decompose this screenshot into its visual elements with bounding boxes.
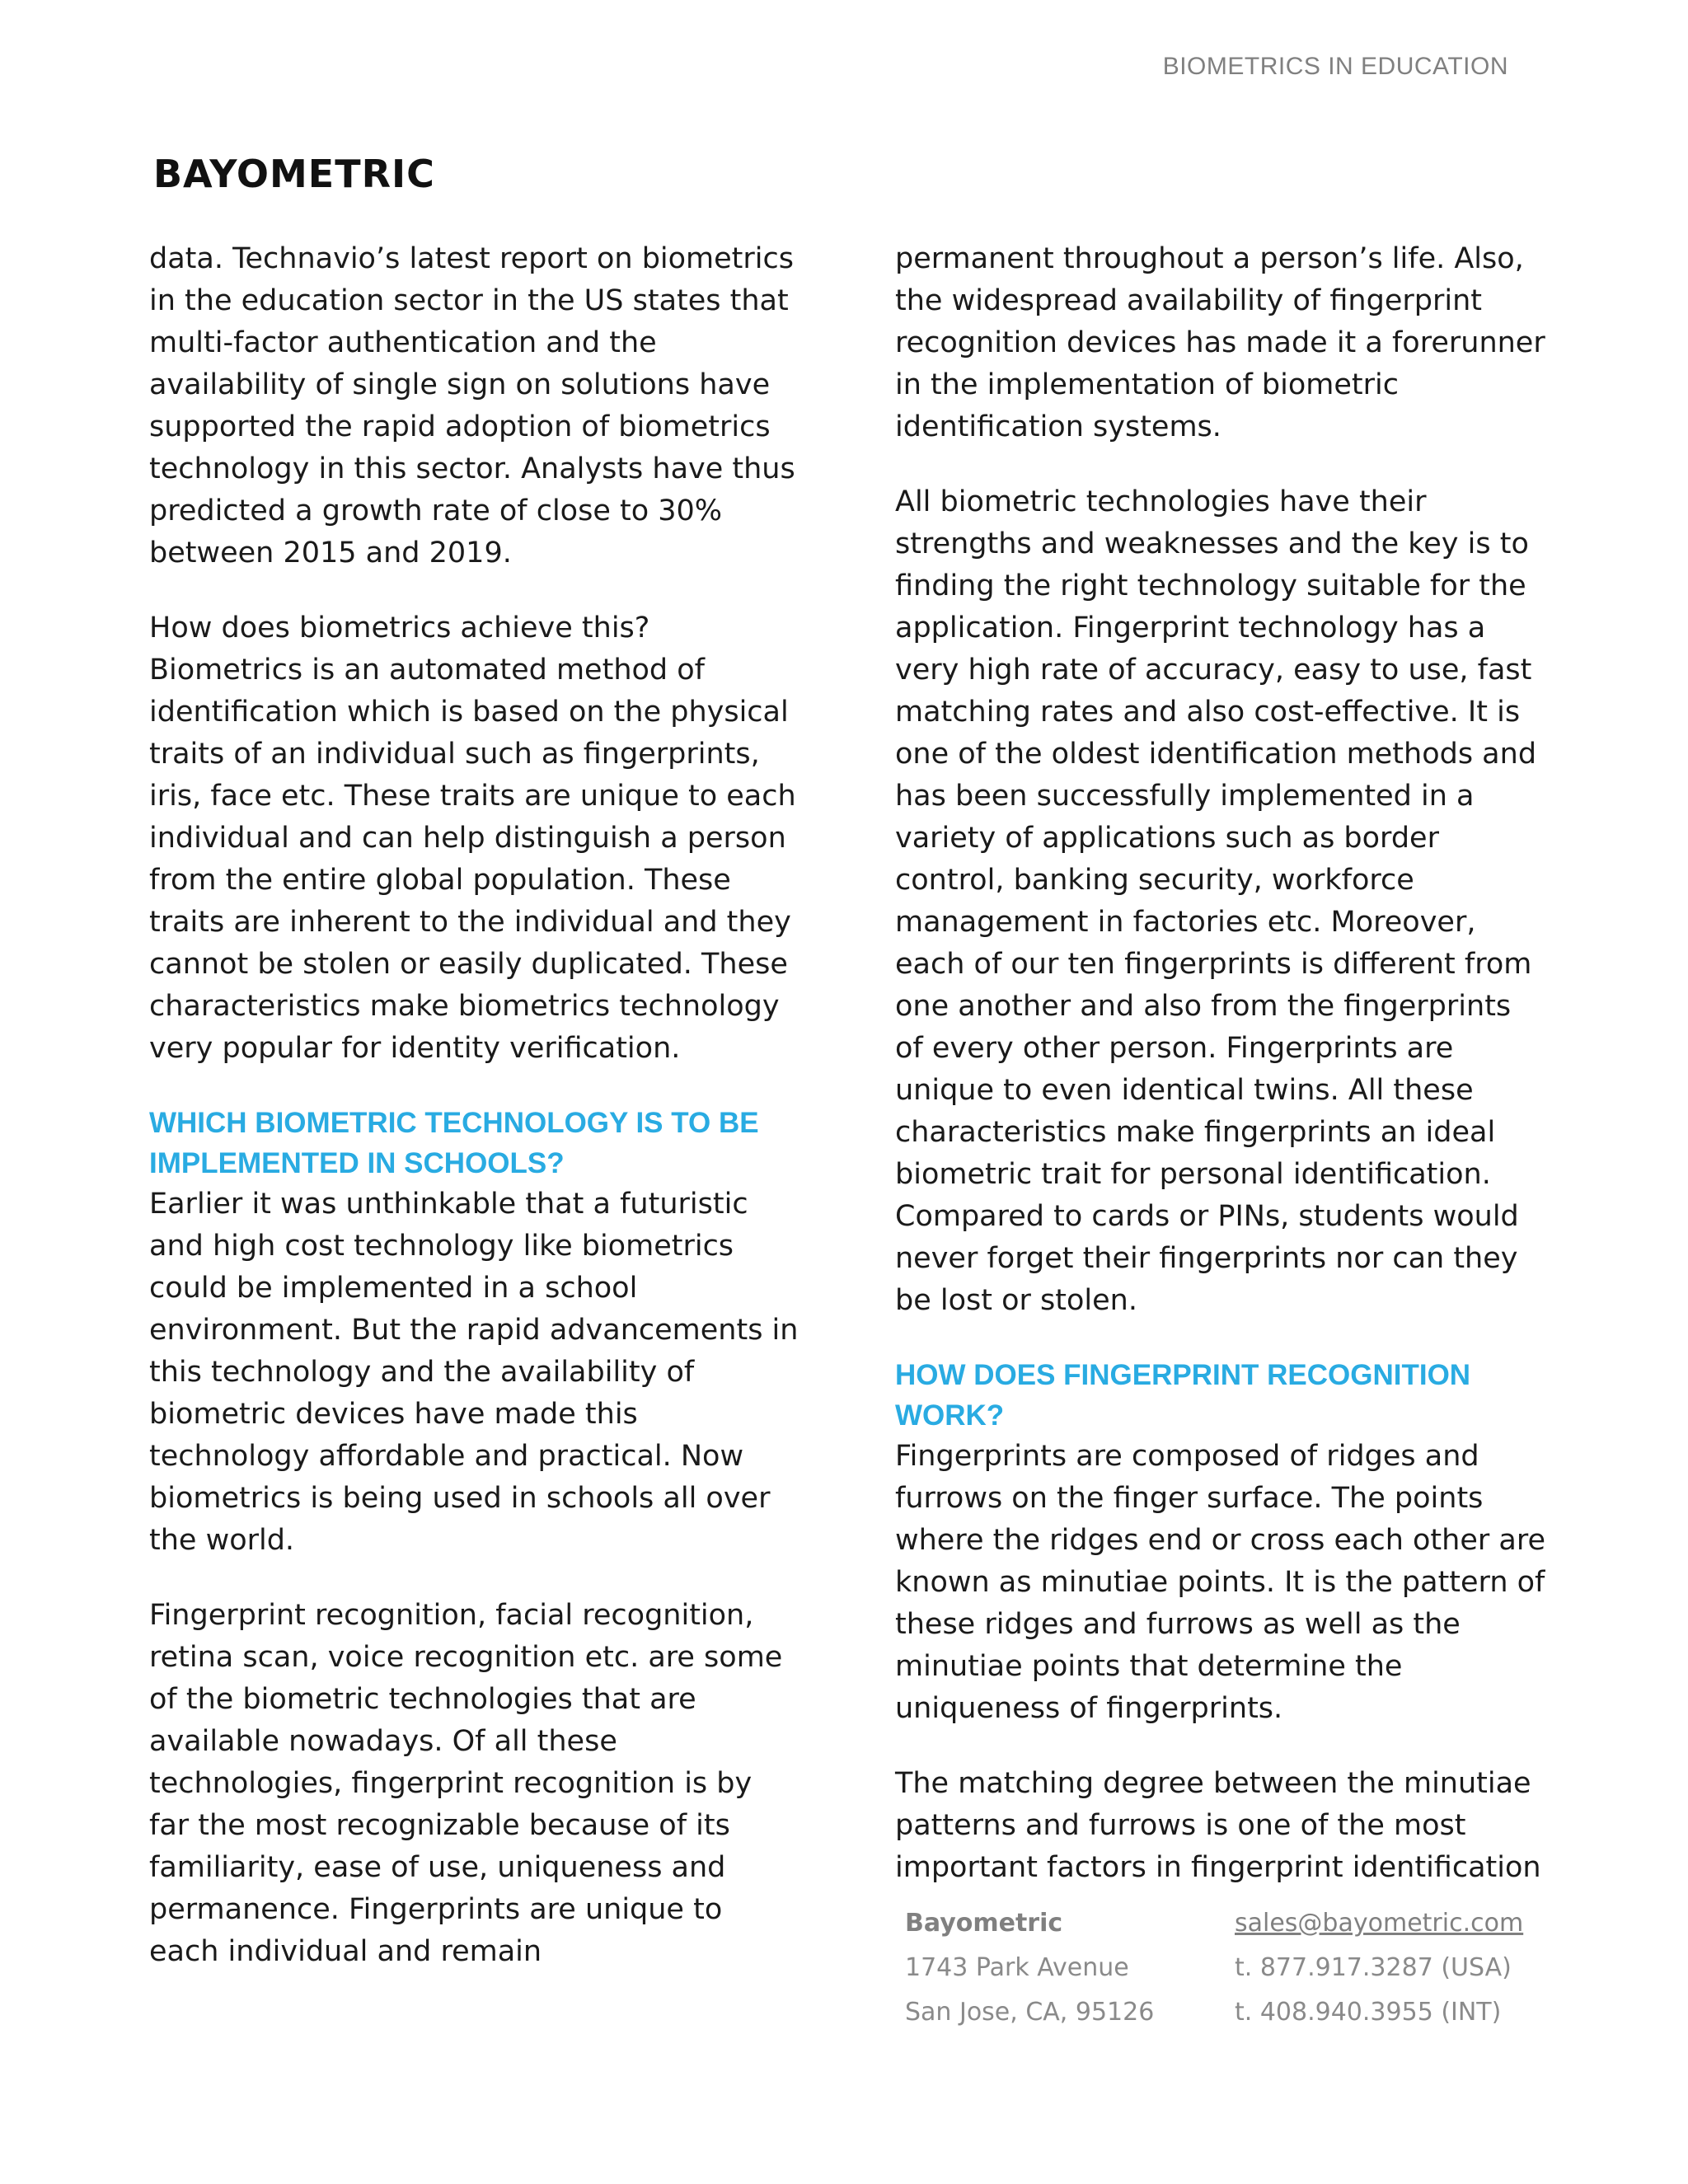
right-paragraph-2: All biometric technologies have their strengths and weaknesses and the key is to finding the right technology suitable for the application. Fingerprint technology has a very high rate of accuracy, easy to use, fast matching rates and also cost-effective. It is one of the oldest identification methods and has been successfully implemented in a variety of applications such as border control, banking security, workforce management in factories etc. Moreover, each of our ten fingerprints is different from one another and also from the fingerprints of every other person. Fingerprints are unique to even identical twins. All these characteristics make fingerprints an ideal biometric trait for personal identification. Compared to cards or PINs, students would never forget their fingerprints nor can they be lost or stolen. bbox=[895, 485, 1537, 1317]
right-paragraph-3: Fingerprints are composed of ridges and furrows on the finger surface. The points where the ridges end or cross each other are known as minutiae points. It is the pattern of these ridges and furrows as well as the minutiae points that determine the uniqueness of fingerprints. bbox=[895, 1440, 1545, 1725]
section-heading-which-technology: WHICH BIOMETRIC TECHNOLOGY IS TO BE IMPLEMENTED IN SCHOOLS? bbox=[149, 1107, 759, 1179]
right-paragraph-1: permanent throughout a person’s life. Also, the widespread availability of fingerprint recognition devices has made it a forerunner in the implementation of biometric identification systems. bbox=[895, 242, 1545, 443]
footer-address-block bbox=[905, 1901, 1154, 2035]
footer-phone-usa: t. 877.917.3287 (USA) bbox=[1235, 1953, 1512, 1982]
right-column bbox=[895, 238, 1546, 1922]
left-column bbox=[149, 238, 800, 2006]
company-logo: BAYOMETRIC bbox=[153, 152, 435, 196]
footer-email-link[interactable]: sales@bayometric.com bbox=[1235, 1909, 1524, 1938]
footer-phone-int: t. 408.940.3955 (INT) bbox=[1235, 1998, 1502, 2027]
footer-street: 1743 Park Avenue bbox=[905, 1953, 1129, 1982]
footer-company-name: Bayometric bbox=[905, 1909, 1063, 1938]
running-header-title: BIOMETRICS IN EDUCATION bbox=[1162, 53, 1508, 80]
left-paragraph-4: Fingerprint recognition, facial recognition, retina scan, voice recognition etc. are some of the biometric technologies that are available nowadays. Of all these technologies, fingerprint recognition is by far the most recognizable because of its familiarity, ease of use, uniqueness and permanence. Fingerprints are unique to each individual and remain bbox=[149, 1599, 783, 1968]
section-heading-how-fingerprint-works: HOW DOES FINGERPRINT RECOGNITION WORK? bbox=[895, 1359, 1471, 1432]
left-paragraph-3: Earlier it was unthinkable that a futuristic and high cost technology like biometrics could be implemented in a school environment. But the rapid advancements in this technology and the availability of biometric devices have made this technology affordable and practical. Now biometrics is being used in schools all over the world. bbox=[149, 1188, 799, 1557]
footer-city: San Jose, CA, 95126 bbox=[905, 1998, 1155, 2027]
left-paragraph-2: How does biometrics achieve this? Biometrics is an automated method of identification which is based on the physical traits of an individual such as fingerprints, iris, face etc. These traits are unique to each individual and can help distinguish a person from the entire global population. These traits are inherent to the individual and they cannot be stolen or easily duplicated. These characteristics make biometrics technology very popular for identity verification. bbox=[149, 612, 796, 1065]
right-paragraph-4: The matching degree between the minutiae patterns and furrows is one of the most important factors in fingerprint identification bbox=[895, 1767, 1541, 1884]
left-paragraph-1: data. Technavio’s latest report on biometrics in the education sector in the US states that multi-factor authentication and the availability of single sign on solutions have supported the rapid adoption of biometrics technology in this sector. Analysts have thus predicted a growth rate of close to 30% between 2015 and 2019. bbox=[149, 242, 795, 569]
footer-contact-block bbox=[1235, 1901, 1523, 2035]
